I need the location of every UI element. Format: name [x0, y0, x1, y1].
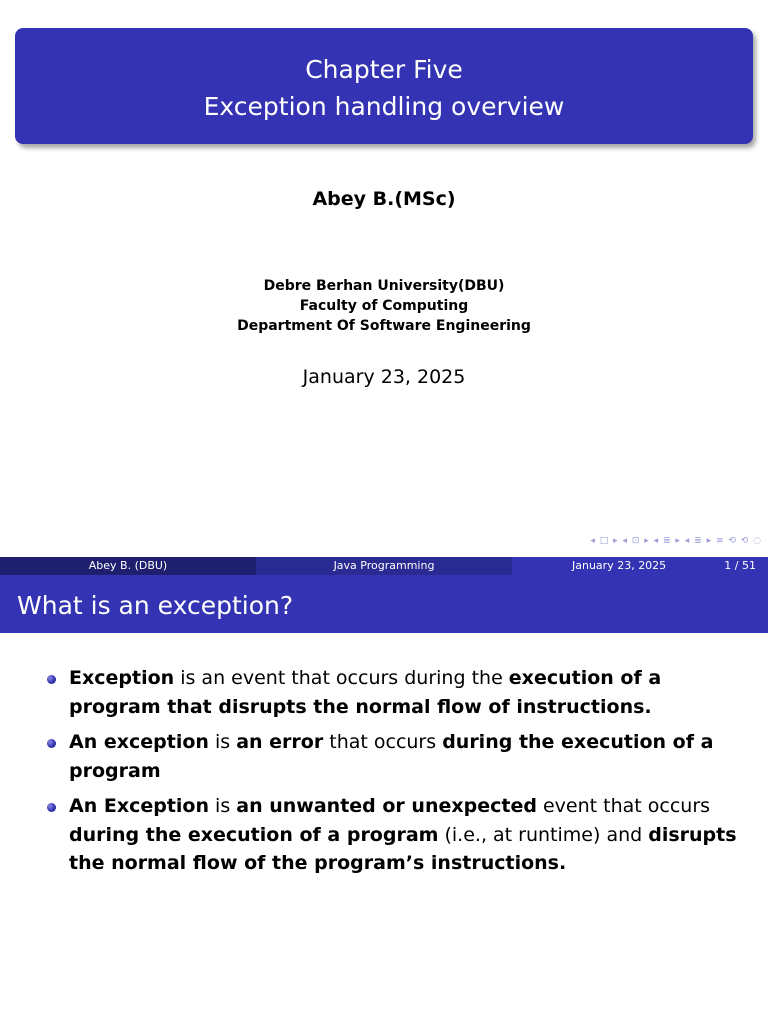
bullet-icon — [47, 739, 56, 748]
institution-block — [0, 276, 768, 336]
bullet-icon — [47, 803, 56, 812]
bullet-text-segment: during the execution of a program — [69, 731, 714, 782]
footer-date-page — [512, 557, 768, 575]
bullet-text-segment: (i.e., at runtime) and — [438, 823, 649, 846]
university-name: Debre Berhan University(DBU) — [263, 278, 505, 294]
bullet-text-segment: is — [208, 731, 237, 753]
footer-date: January 23, 2025 — [572, 559, 667, 572]
bullet-text-segment: disrupts the normal flow of the program’s instructions. — [69, 823, 737, 874]
bullet-text-segment: is — [209, 795, 237, 817]
footer-author: Abey B. (DBU) — [0, 557, 256, 575]
bullet-text-segment: Exception — [69, 667, 175, 689]
author-name: Abey B.(MSc) — [312, 188, 456, 210]
bullet-text-segment: execution of a program that disrupts the normal flow of instructions. — [69, 667, 662, 718]
title-block — [15, 28, 753, 144]
slide-footer — [0, 557, 768, 575]
bullet-text-segment: during the execution of a program — [69, 823, 439, 846]
bullet-list — [0, 664, 768, 885]
frame-title: What is an exception? — [0, 575, 768, 633]
department-name: Department Of Software Engineering — [237, 318, 531, 334]
bullet-text-segment: event that occurs — [536, 795, 711, 817]
presentation-date: January 23, 2025 — [302, 366, 466, 388]
bullet-text-segment: an unwanted or unexpected — [236, 795, 537, 817]
list-item — [0, 792, 768, 878]
footer-course: Java Programming — [256, 557, 512, 575]
faculty-name: Faculty of Computing — [299, 298, 469, 314]
list-item — [0, 664, 768, 721]
bullet-text-segment: An exception — [69, 731, 209, 753]
slide-subtitle: Exception handling overview — [203, 92, 565, 121]
bullet-text-segment: an error — [236, 731, 324, 753]
bullet-text-segment: is an event that occurs during the — [174, 667, 509, 689]
footer-page-number: 1 / 51 — [724, 559, 756, 572]
slide-title: Chapter Five — [305, 55, 463, 84]
bullet-icon — [47, 675, 56, 684]
beamer-navigation-icons[interactable]: ◂ □ ▸ ◂ ⊡ ▸ ◂ ≣ ▸ ◂ ≣ ▸ ≡ ⟲ ⟲ ◌ — [590, 536, 762, 546]
bullet-text-segment: that occurs — [323, 731, 443, 753]
list-item — [0, 728, 768, 785]
bullet-text-segment: An Exception — [69, 795, 210, 817]
